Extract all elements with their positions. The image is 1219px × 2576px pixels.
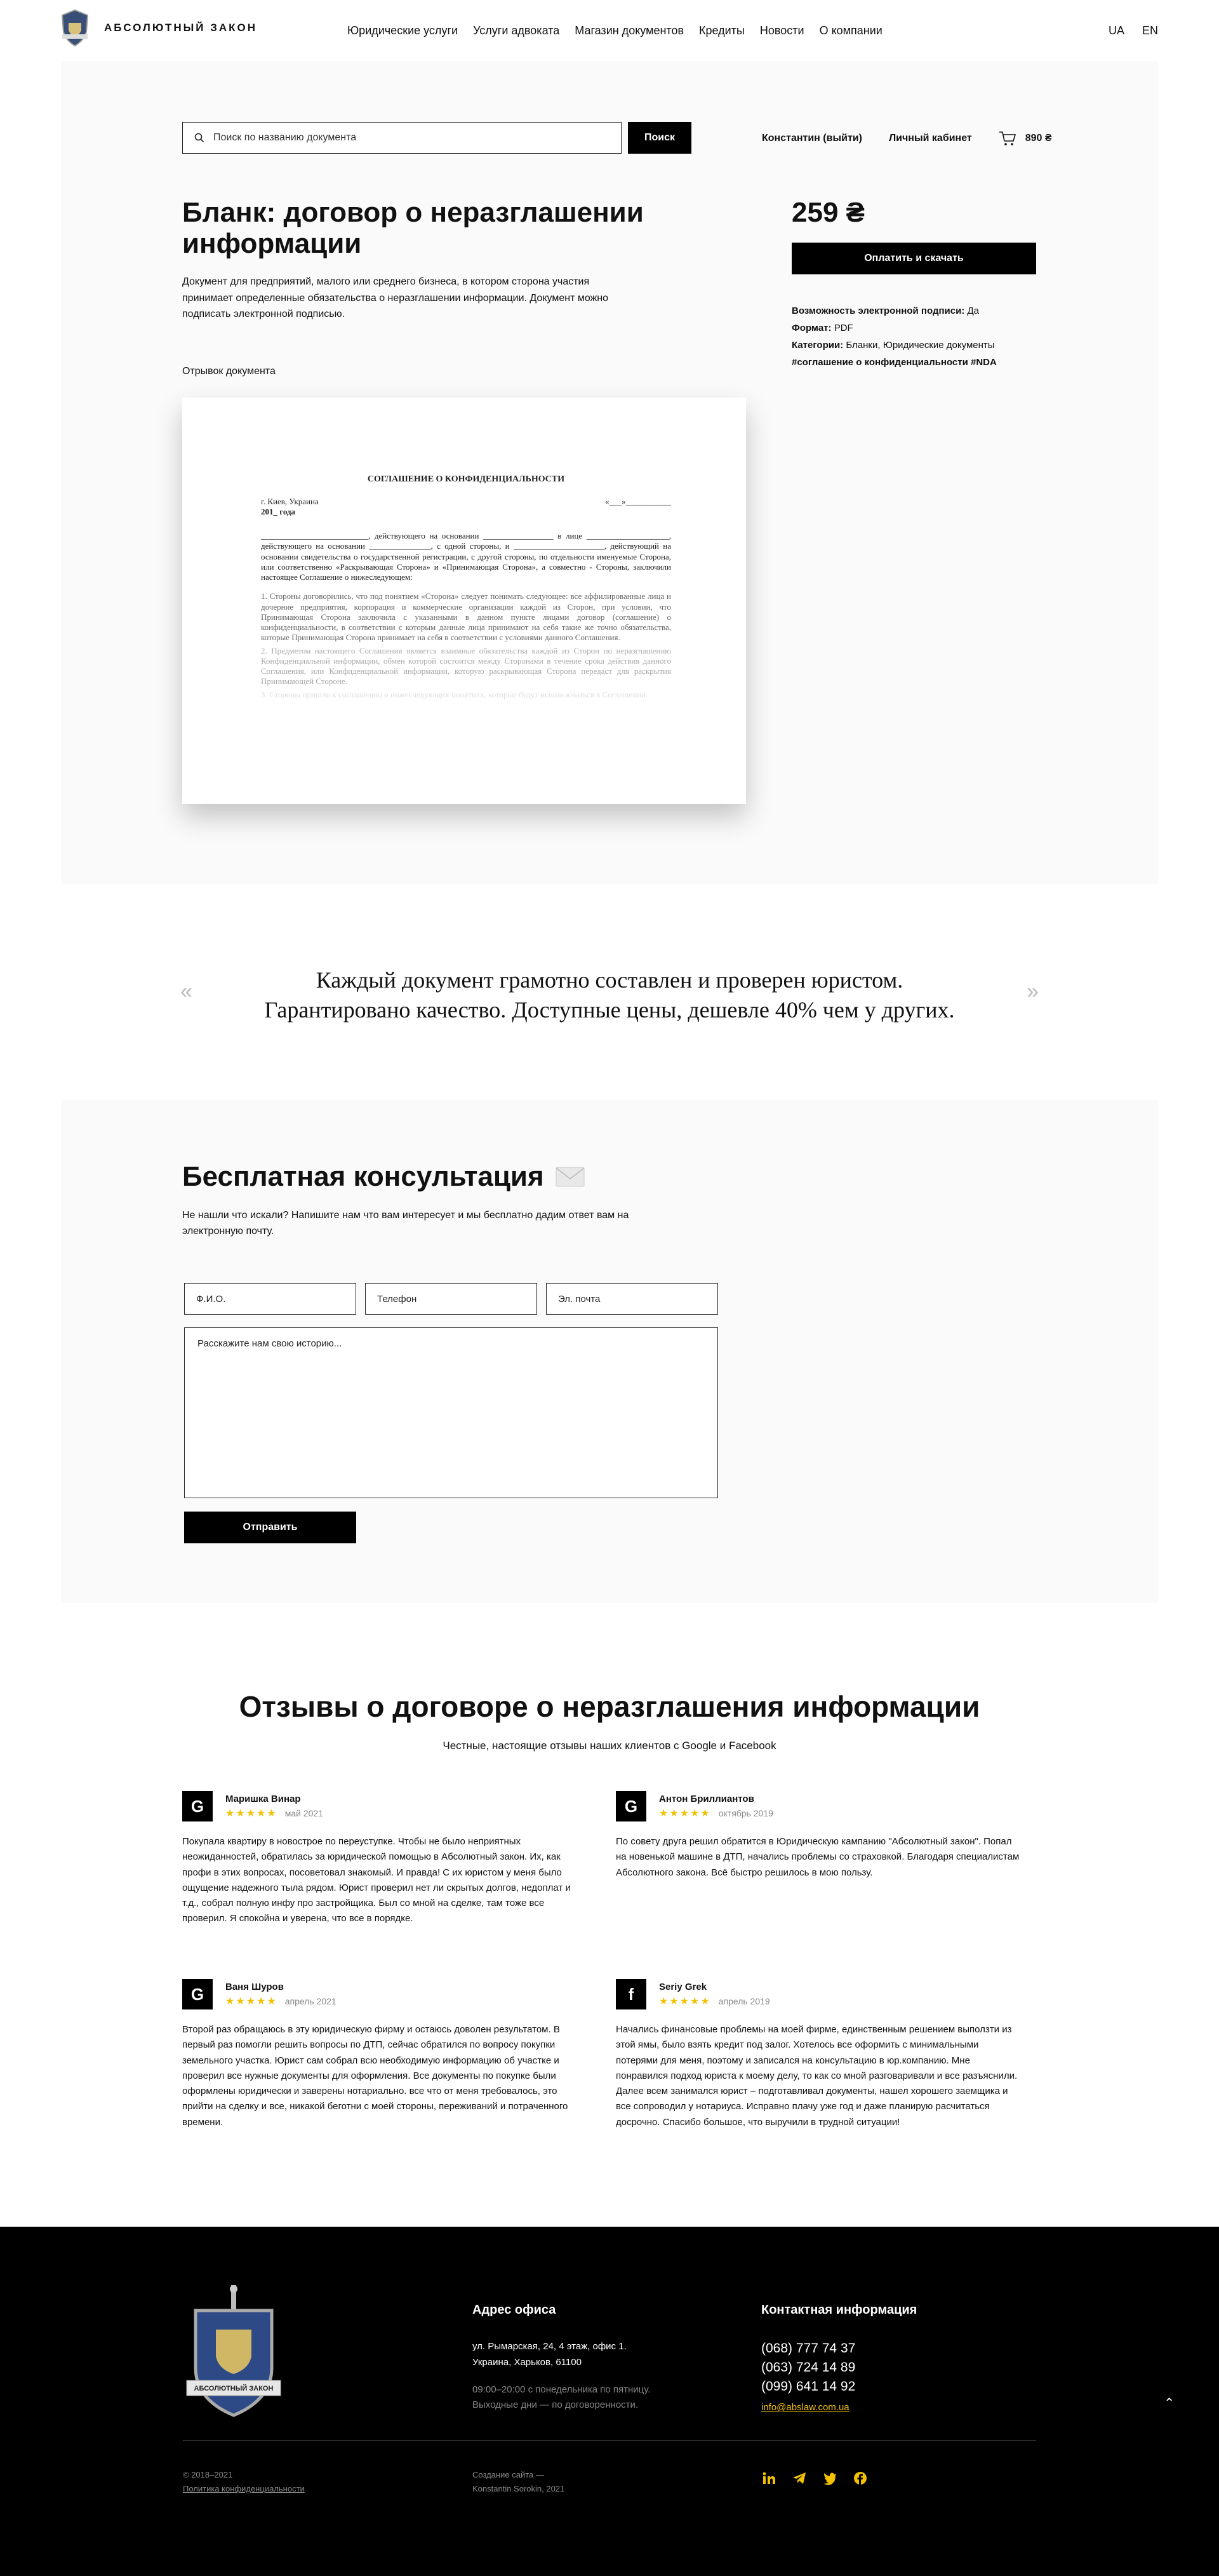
- review-text: По совету друга решил обратится в Юридическую кампанию "Абсолютный закон". Попал на новенькой машине в ДТП, начались проблемы со страховкой. Благодаря специалистам Абсолютного закона. Всё быстро решилось в мою пользу.: [616, 1836, 1020, 1878]
- nav-credits[interactable]: Кредиты: [699, 24, 745, 37]
- document-preview: [182, 398, 746, 804]
- preview-fade-overlay: [182, 702, 746, 804]
- user-logout-link[interactable]: Константин (выйти): [762, 133, 862, 144]
- main-nav: [347, 24, 883, 37]
- review-card: [182, 1791, 589, 1927]
- linkedin-icon[interactable]: [761, 2471, 776, 2486]
- google-icon: G: [182, 1791, 213, 1821]
- search-icon: [194, 133, 204, 143]
- search-input[interactable]: [213, 132, 594, 144]
- consultation-title: Бесплатная консультация: [182, 1161, 585, 1193]
- reviews-title: Отзывы о договоре о неразглашения информации: [239, 1690, 980, 1723]
- review-card: [616, 1979, 1022, 2130]
- twitter-icon[interactable]: [822, 2471, 837, 2486]
- consultation-subtitle: Не нашли что искали? Напишите нам что вам интересует и мы бесплатно дадим ответ вам на электронную почту.: [182, 1210, 629, 1237]
- name-field[interactable]: [184, 1283, 356, 1315]
- document-price: 259 ₴: [792, 197, 865, 228]
- name-input[interactable]: [196, 1294, 356, 1305]
- footer-contacts: [761, 2303, 917, 2413]
- emblem-text: АБСОЛЮТНЫЙ ЗАКОН: [194, 2385, 274, 2392]
- quote-text: Каждый документ грамотно составлен и проверен юристом. Гарантировано качество. Доступные цены, дешевле 40% чем у других.: [264, 967, 955, 1023]
- contacts-title: Контактная информация: [761, 2303, 917, 2317]
- preview-year: 201_ года: [261, 506, 296, 516]
- google-icon: G: [182, 1979, 213, 2009]
- language-switcher: [1109, 24, 1158, 37]
- footer-credits: Создание сайта — Konstantin Sorokin, 2021: [472, 2470, 565, 2494]
- preview-paragraph: __________________________, действующего на основании _________________ в лице ____________________, действующего на основании _______________, с одной стороны, и ______________________, действующий на основании свидетельства о государственной регистрации, с другой стороны, по отдельности именуемые Сторона, или соответственно «Раскрывающая Сторона» и «Принимающая Сторона», а совместно - Стороны, заключили настоящее Соглашение о нижеследующем:: [261, 531, 671, 582]
- review-date: май 2021: [284, 1808, 323, 1818]
- tag-links[interactable]: #соглашение о конфиденциальности #NDA: [792, 357, 997, 368]
- envelope-icon: [556, 1167, 585, 1187]
- review-text: Покупала квартиру в новострое по переуступке. Чтобы не было неприятных неожиданностей, обратилась за юридической помощью в Абсолютный закон. Их, как профи в этих вопросах, посоветовал знакомый. И правда! С их юристом у меня было ощущение надежного тыла рядом. Юрист проверил нет ли скрытых долгов, недоплат и т.д., собрал полную инфу про застройщика. Был со мной на сделке, там тоже все проверил. Я спокойна и уверена, что все в порядке.: [182, 1836, 571, 1924]
- quote-prev-arrow[interactable]: «: [180, 979, 192, 1003]
- document-meta: [792, 302, 997, 371]
- message-field[interactable]: [184, 1327, 718, 1498]
- brand-logo[interactable]: [60, 9, 257, 47]
- star-rating-icon: ★★★★★: [659, 1808, 711, 1819]
- preview-paragraph: 1. Стороны договорились, что под понятием «Сторона» следует понимать следующее: все аффилированные лица и дочерние предприятия, корпорация и коммерческие организации каждой из Сторон, при условии, что Принимающая Сторона заключила с указанными в данном пункте лицами договор (соглашение) о конфиденциальности, в соответствии с которым данные лица принимают на себя такие же точно обязательства, которые Принимающая Сторона принимает на себя в соответствии с условиями данного Соглашения.: [261, 591, 671, 643]
- emblem-logo-icon: [183, 2285, 284, 2422]
- address-line: Украина, Харьков, 61100: [472, 2356, 582, 2368]
- nav-legal-services[interactable]: Юридические услуги: [347, 24, 458, 37]
- document-description: Документ для предприятий, малого или среднего бизнеса, в котором сторона участия принимает определенные обязательства о неразглашении информации. Документ можно подписать электронной подписью.: [182, 276, 608, 320]
- lang-en[interactable]: EN: [1142, 24, 1158, 37]
- reviewer-name: Seriy Grek: [659, 1981, 707, 1992]
- review-text: Начались финансовые проблемы на моей фирме, единственным решением выползти из этой ямы, было взять кредит под залог. Хотелось все оформить с минимальными потерями для меня, поэтому и записался на консультацию в юр.компанию. Мне понравился подход юриста к моему делу, то как со мной разговаривали и все разъяснили. Далее всем занимался юрист – подготавливал документы, нашел хорошего заемщика и все сопроводил у нотариуса. Исправно плачу уже год и даже планирую расчитаться досрочно. Спасибо большое, что выручили в трудной ситуации!: [616, 2024, 1018, 2128]
- message-input[interactable]: [197, 1338, 705, 1487]
- quote-next-arrow[interactable]: »: [1027, 979, 1039, 1003]
- excerpt-label: Отрывок документа: [182, 366, 276, 377]
- document-preview-text: [261, 474, 671, 700]
- site-footer: [0, 2227, 1219, 2576]
- scroll-top-button[interactable]: ⌃: [1164, 2396, 1175, 2410]
- working-hours: 09:00–20:00 с понедельника по пятницу. Выходные дни — по договоренности.: [472, 2384, 651, 2411]
- document-title: Бланк: договор о неразглашении информации: [182, 197, 644, 260]
- meta-format: Формат: PDF: [792, 323, 853, 333]
- review-card: [182, 1979, 589, 2130]
- google-icon: G: [616, 1791, 646, 1821]
- search-bar: [182, 122, 691, 154]
- cart-button[interactable]: [999, 131, 1052, 146]
- preview-paragraph: 2. Предметом настоящего Соглашения является взаимные обязательства каждой из Сторон по неразглашению Конфиденциальной информации, обмен которой состоится между Сторонами в течение срока действия данного Соглашения, или Конфиденциальной информации, которую раскрывающая Сторона передаст для раскрытия Принимающей Стороне.: [261, 645, 671, 687]
- facebook-icon: f: [616, 1979, 646, 2009]
- reviews-section: [0, 1603, 1219, 2227]
- meta-categories: Категории: Бланки, Юридические документы: [792, 340, 995, 351]
- review-date: октябрь 2019: [718, 1808, 773, 1818]
- star-rating-icon: ★★★★★: [225, 1996, 277, 2007]
- product-section: [61, 61, 1158, 884]
- meta-tags: [792, 354, 997, 371]
- preview-place-date: г. Киев, Украина «___»___________: [261, 496, 671, 506]
- footer-divider: [183, 2440, 1036, 2441]
- phone-field[interactable]: [365, 1283, 537, 1315]
- review-text: Второй раз обращаюсь в эту юридическую фирму и остаюсь доволен результатом. В первый раз помогли решить вопросы по ДТП, сейчас обратился по вопросу покупки земельного участка. Юрист сам собрал всю необходимую информацию об участке и проверил все нужные документы для оформления. Все документы по покупке были оформлены юридически и заверены нотариально. все что от меня требовалось, это прийти на сделку и все, никакой беготни с моей стороны, переживаний и потраченного времени.: [182, 2024, 568, 2128]
- consultation-section: [61, 1100, 1158, 1603]
- cabinet-link[interactable]: Личный кабинет: [888, 133, 972, 144]
- cart-total: 890 ₴: [1025, 133, 1052, 144]
- address-line: ул. Рымарская, 24, 4 этаж, офис 1.: [472, 2341, 627, 2352]
- pay-and-download-button[interactable]: Оплатить и скачать: [792, 243, 1036, 274]
- address-title: Адрес офиса: [472, 2303, 556, 2317]
- phone-link[interactable]: (068) 777 74 37: [761, 2341, 856, 2356]
- facebook-icon[interactable]: [853, 2471, 868, 2486]
- footer-address: [472, 2303, 650, 2413]
- cart-icon: [999, 131, 1016, 146]
- footer-copyright: © 2018–2021 Политика конфиденциальности: [183, 2470, 305, 2494]
- phone-input[interactable]: [377, 1294, 536, 1305]
- star-rating-icon: ★★★★★: [659, 1996, 711, 2007]
- lang-ua[interactable]: UA: [1108, 24, 1124, 37]
- quality-quote: [0, 884, 1219, 1100]
- review-card: [616, 1791, 1022, 1881]
- site-header: [0, 0, 1219, 61]
- shield-logo-icon: [60, 9, 90, 47]
- search-button[interactable]: Поиск: [628, 122, 691, 154]
- reviewer-name: Маришка Винар: [225, 1793, 301, 1804]
- search-field[interactable]: [182, 122, 622, 154]
- social-links: [761, 2471, 868, 2486]
- phone-link[interactable]: (099) 641 14 92: [761, 2378, 856, 2394]
- email-input[interactable]: [558, 1294, 717, 1305]
- nav-lawyer-services[interactable]: Услуги адвоката: [473, 24, 560, 37]
- nav-about[interactable]: О компании: [819, 24, 883, 37]
- telegram-icon[interactable]: [792, 2471, 807, 2486]
- star-rating-icon: ★★★★★: [225, 1808, 277, 1819]
- categories-links[interactable]: Бланки, Юридические документы: [846, 340, 995, 351]
- phone-link[interactable]: (063) 724 14 89: [761, 2359, 856, 2375]
- reviews-subtitle: Честные, настоящие отзывы наших клиентов с Google и Facebook: [443, 1740, 776, 1752]
- privacy-link[interactable]: Политика конфиденциальности: [183, 2484, 305, 2494]
- send-button[interactable]: Отправить: [184, 1512, 356, 1543]
- review-date: апрель 2019: [718, 1996, 770, 2006]
- meta-esign: Возможность электронной подписи: Да: [792, 305, 979, 316]
- preview-paragraph: 3. Стороны пришли к соглашению о нижеследующих понятиях, которые будут использоваться в Соглашении.: [261, 689, 648, 699]
- review-date: апрель 2021: [284, 1996, 336, 2006]
- reviewer-name: Антон Бриллиантов: [659, 1793, 754, 1804]
- nav-news[interactable]: Новости: [759, 24, 804, 37]
- nav-document-shop[interactable]: Магазин документов: [575, 24, 684, 37]
- reviewer-name: Ваня Шуров: [225, 1981, 284, 1992]
- brand-name: АБСОЛЮТНЫЙ ЗАКОН: [104, 22, 258, 34]
- preview-title: СОГЛАШЕНИЕ О КОНФИДЕНЦИАЛЬНОСТИ: [367, 474, 565, 484]
- email-field[interactable]: [546, 1283, 718, 1315]
- user-bar: [762, 131, 1052, 146]
- email-link[interactable]: info@abslaw.com.ua: [761, 2402, 849, 2413]
